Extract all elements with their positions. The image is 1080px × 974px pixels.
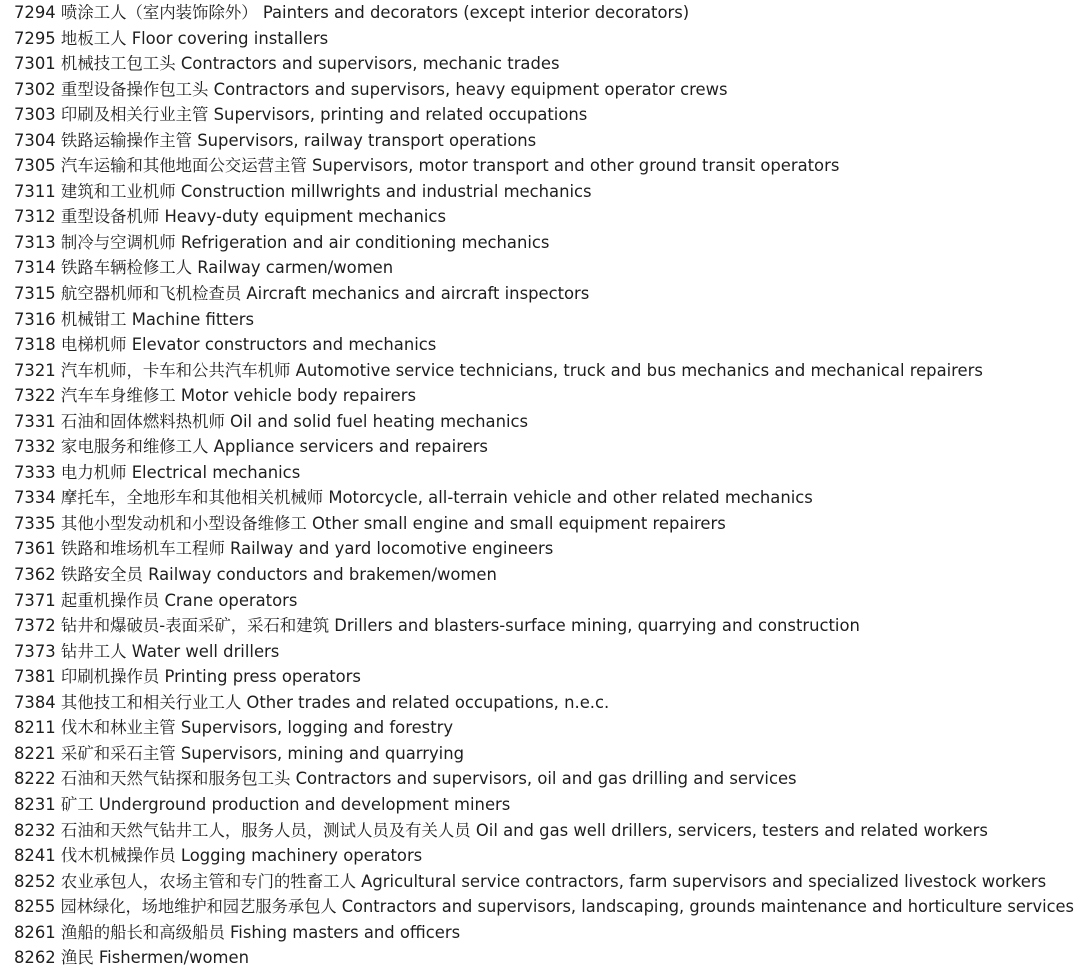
occupation-line: 7303 印刷及相关行业主管 Supervisors, printing and related occupations	[14, 105, 588, 125]
list-item	[14, 511, 1074, 537]
list-item	[14, 766, 1074, 792]
list-item	[14, 332, 1074, 358]
list-item	[14, 51, 1074, 77]
list-item	[14, 792, 1074, 818]
list-item	[14, 664, 1074, 690]
list-item	[14, 281, 1074, 307]
occupation-line: 7331 石油和固体燃料热机师 Oil and solid fuel heating mechanics	[14, 411, 529, 431]
occupation-line: 7302 重型设备操作包工头 Contractors and supervisors, heavy equipment operator crews	[14, 79, 728, 99]
occupation-line: 7312 重型设备机师 Heavy-duty equipment mechanics	[14, 207, 446, 227]
list-item	[14, 536, 1074, 562]
list-item	[14, 434, 1074, 460]
list-item	[14, 77, 1074, 103]
list-item	[14, 818, 1074, 844]
list-item	[14, 409, 1074, 435]
list-item	[14, 741, 1074, 767]
occupation-line: 7322 汽车车身维修工 Motor vehicle body repairers	[14, 386, 416, 406]
occupation-line: 8222 石油和天然气钻探和服务包工头 Contractors and supervisors, oil and gas drilling and services	[14, 769, 797, 789]
occupation-line: 7334 摩托车，全地形车和其他相关机械师 Motorcycle, all-terrain vehicle and other related mechanics	[14, 488, 813, 508]
occupation-line: 7301 机械技工包工头 Contractors and supervisors, mechanic trades	[14, 54, 560, 74]
occupation-line: 7313 制冷与空调机师 Refrigeration and air conditioning mechanics	[14, 232, 550, 252]
list-item	[14, 920, 1074, 946]
list-item	[14, 613, 1074, 639]
occupation-line: 7371 起重机操作员 Crane operators	[14, 590, 298, 610]
occupation-line: 8241 伐木机械操作员 Logging machinery operators	[14, 846, 423, 866]
list-item	[14, 894, 1074, 920]
list-item	[14, 230, 1074, 256]
occupation-line: 7315 航空器机师和飞机检查员 Aircraft mechanics and aircraft inspectors	[14, 284, 590, 304]
occupation-line: 8252 农业承包人，农场主管和专门的牲畜工人 Agricultural service contractors, farm supervisors and specialized livestock workers	[14, 871, 1047, 891]
occupation-line: 8232 石油和天然气钻井工人，服务人员，测试人员及有关人员 Oil and gas well drillers, servicers, testers and related workers	[14, 820, 988, 840]
list-item	[14, 26, 1074, 52]
occupation-line: 8262 渔民 Fishermen/women	[14, 948, 249, 968]
occupation-line: 8261 渔船的船长和高级船员 Fishing masters and officers	[14, 922, 461, 942]
list-item	[14, 204, 1074, 230]
occupation-line: 7294 喷涂工人（室内装饰除外） Painters and decorators (except interior decorators)	[14, 3, 690, 22]
list-item	[14, 485, 1074, 511]
occupation-line: 7332 家电服务和维修工人 Appliance servicers and repairers	[14, 437, 488, 457]
occupation-line: 7362 铁路安全员 Railway conductors and brakemen/women	[14, 565, 497, 585]
occupation-line: 7305 汽车运输和其他地面公交运营主管 Supervisors, motor transport and other ground transit operators	[14, 156, 840, 176]
list-item	[14, 869, 1074, 895]
occupation-line: 7304 铁路运输操作主管 Supervisors, railway transport operations	[14, 130, 537, 150]
occupation-line: 7314 铁路车辆检修工人 Railway carmen/women	[14, 258, 394, 278]
occupation-line: 7384 其他技工和相关行业工人 Other trades and related occupations, n.e.c.	[14, 692, 610, 712]
list-item	[14, 715, 1074, 741]
list-item	[14, 460, 1074, 486]
occupation-line: 7321 汽车机师，卡车和公共汽车机师 Automotive service technicians, truck and bus mechanics and mechanical repairers	[14, 360, 983, 380]
occupation-line: 8231 矿工 Underground production and development miners	[14, 794, 511, 814]
occupation-line: 7295 地板工人 Floor covering installers	[14, 28, 329, 48]
occupation-line: 7361 铁路和堆场机车工程师 Railway and yard locomotive engineers	[14, 539, 554, 559]
list-item	[14, 255, 1074, 281]
occupation-line: 8211 伐木和林业主管 Supervisors, logging and forestry	[14, 718, 454, 738]
occupation-line: 8255 园林绿化，场地维护和园艺服务承包人 Contractors and supervisors, landscaping, grounds maintenance and horticulture services	[14, 897, 1074, 917]
list-item	[14, 153, 1074, 179]
list-item	[14, 562, 1074, 588]
list-item	[14, 588, 1074, 614]
list-item	[14, 690, 1074, 716]
list-item	[14, 843, 1074, 869]
occupation-line: 7372 钻井和爆破员-表面采矿，采石和建筑 Drillers and blasters-surface mining, quarrying and construction	[14, 616, 860, 636]
occupation-line: 7318 电梯机师 Elevator constructors and mechanics	[14, 335, 437, 355]
occupation-line: 8221 采矿和采石主管 Supervisors, mining and quarrying	[14, 743, 464, 763]
occupation-line: 7316 机械钳工 Machine fitters	[14, 309, 255, 329]
list-item	[14, 639, 1074, 665]
occupation-line: 7381 印刷机操作员 Printing press operators	[14, 667, 361, 687]
list-item	[14, 179, 1074, 205]
occupation-line: 7373 钻井工人 Water well drillers	[14, 641, 280, 661]
occupation-line: 7333 电力机师 Electrical mechanics	[14, 462, 301, 482]
list-item	[14, 945, 1074, 971]
list-item	[14, 307, 1074, 333]
list-item	[14, 102, 1074, 128]
list-item	[14, 383, 1074, 409]
occupation-line: 7335 其他小型发动机和小型设备维修工 Other small engine and small equipment repairers	[14, 513, 726, 533]
list-item	[14, 0, 1074, 26]
list-item	[14, 358, 1074, 384]
list-item	[14, 128, 1074, 154]
occupation-list	[14, 0, 1074, 971]
occupation-line: 7311 建筑和工业机师 Construction millwrights and industrial mechanics	[14, 181, 592, 201]
